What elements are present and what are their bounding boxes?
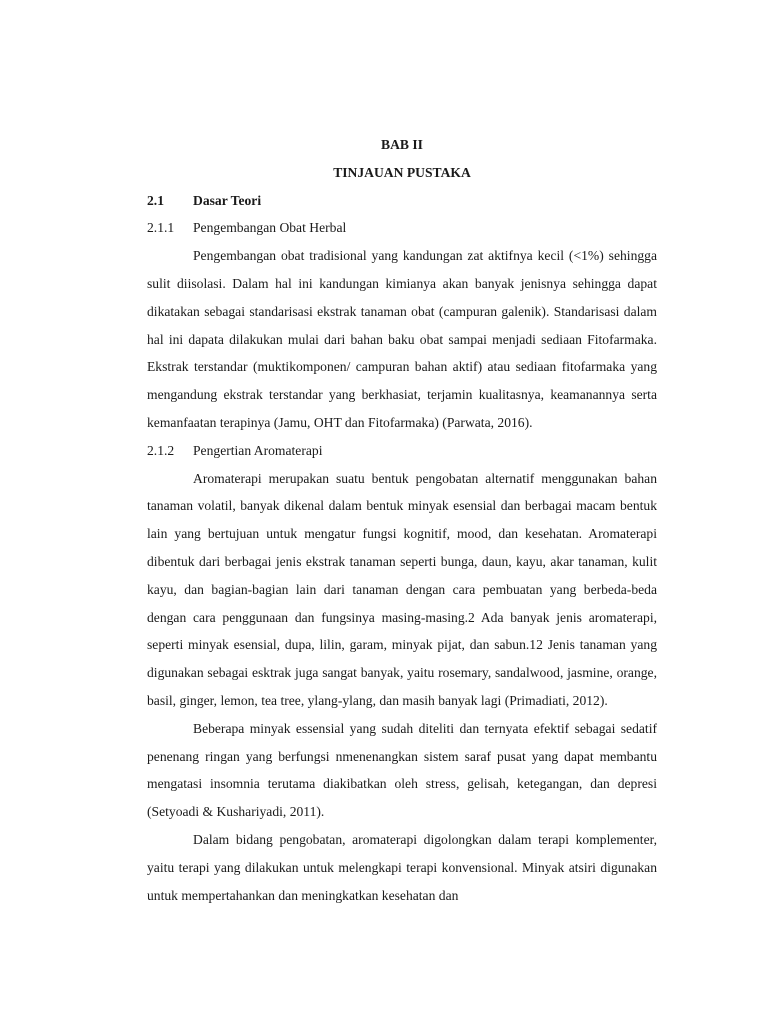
section-title: Dasar Teori [193, 192, 262, 208]
section-heading [147, 187, 657, 215]
chapter-number: BAB II [381, 137, 423, 152]
paragraph-aromaterapi-1: Aromaterapi merupakan suatu bentuk pengobatan alternatif menggunakan bahan tanaman volatil, banyak dikenal dalam bentuk minyak esensial dan berbagai macam bentuk lain yang bertujuan untuk mengatur fungsi kognitif, mood, dan kesehatan. Aromaterapi dibentuk dari berbagai jenis ekstrak tanaman seperti bunga, daun, kayu, akar tanaman, kulit kayu, dan bagian-bagian lain dari tanaman dengan cara pembuatan yang berbeda-beda dengan cara penggunaan dan fungsinya masing-masing.2 Ada banyak jenis aromaterapi, seperti minyak esensial, dupa, lilin, garam, minyak pijat, dan sabun.12 Jenis tanaman yang digunakan sebagai esktrak juga sangat banyak, yaitu rosemary, sandalwood, jasmine, orange, basil, ginger, lemon, tea tree, ylang-ylang, dan masih banyak lagi (Primadiati, 2012). [147, 470, 657, 708]
paragraph-herbal: Pengembangan obat tradisional yang kandungan zat aktifnya kecil (<1%) sehingga sulit diisolasi. Dalam hal ini kandungan kimianya akan banyak jenisnya sehingga dapat dikatakan sebagai standarisasi ekstrak tanaman obat (campuran galenik). Standarisasi dalam hal ini dapata dilakukan mulai dari bahan baku obat sampai menjadi sediaan Fitofarmaka. Ekstrak terstandar (muktikomponen/ campuran bahan aktif) atau sediaan fitofarmaka yang mengandung ekstrak terstandar yang berkhasiat, terjamin kualitasnya, keamanannya serta kemanfaatan terapinya (Jamu, OHT dan Fitofarmaka) (Parwata, 2016). [147, 248, 657, 430]
subsection-title-2: Pengertian Aromaterapi [193, 442, 323, 458]
subsection-heading-1 [147, 214, 657, 242]
subsection-title-1: Pengembangan Obat Herbal [193, 220, 347, 236]
paragraph-aromaterapi-3: Dalam bidang pengobatan, aromaterapi digolongkan dalam terapi komplementer, yaitu terapi yang dilakukan untuk melengkapi terapi konvensional. Minyak atsiri digunakan untuk mempertahankan dan meningkatkan kesehatan dan [147, 831, 657, 903]
subsection-heading-2 [147, 437, 657, 465]
document-page [147, 131, 657, 909]
subsection-number-1: 2.1.1 [147, 220, 175, 236]
chapter-title: TINJAUAN PUSTAKA [333, 164, 471, 180]
subsection-number-2: 2.1.2 [147, 442, 175, 458]
section-number: 2.1 [147, 192, 164, 208]
paragraph-aromaterapi-2: Beberapa minyak essensial yang sudah diteliti dan ternyata efektif sebagai sedatif penenang ringan yang berfungsi nmenenangkan sistem saraf pusat yang dapat membantu mengatasi insomnia terutama diakibatkan oleh stress, gelisah, ketegangan, dan depresi (Setyoadi & Kushariyadi, 2011). [147, 720, 657, 820]
